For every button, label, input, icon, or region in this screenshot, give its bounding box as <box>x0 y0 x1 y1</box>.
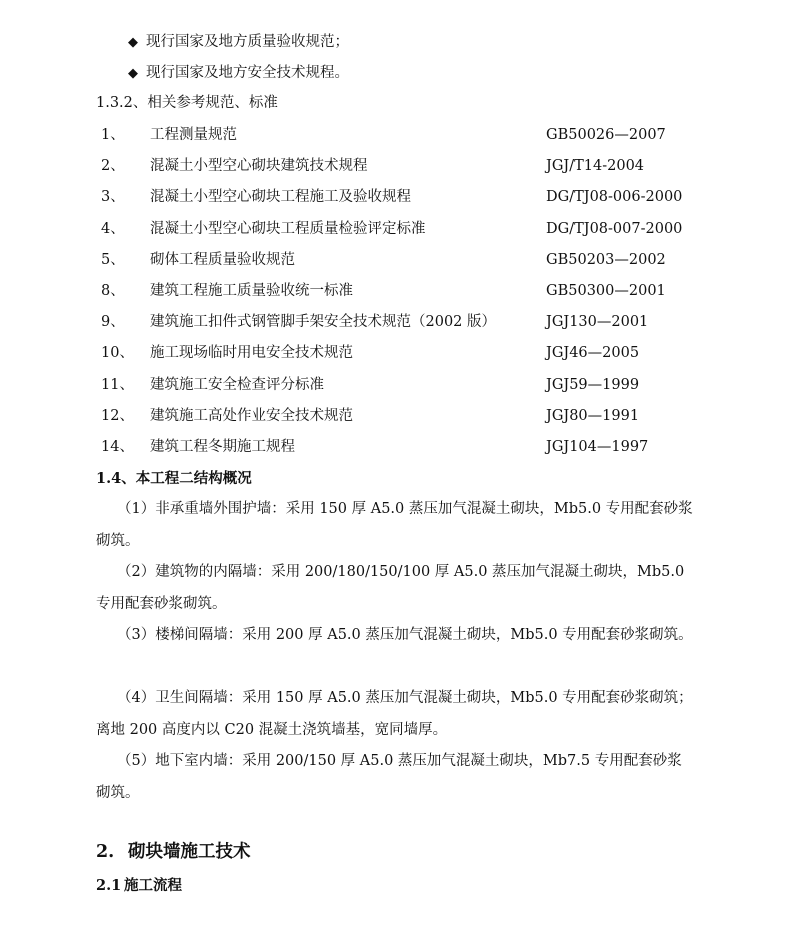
reference-code: JGJ104—1997 <box>546 439 649 455</box>
reference-number: 2、 <box>101 158 125 175</box>
paragraph-stair-wall: （3）楼梯间隔墙：采用 200 厚 A5.0 蒸压加气混凝土砌块，Mb5.0 专用配套砂浆砌筑。 <box>117 627 693 643</box>
reference-code: DG/TJ08-007-2000 <box>546 220 683 237</box>
chapter-heading <box>96 841 251 863</box>
reference-row <box>0 437 793 457</box>
chapter-number: 2. <box>96 842 115 862</box>
subsection-title: 1.3.2、相关参考规范、标准 <box>96 95 278 111</box>
section-number: 2.1 <box>96 877 122 894</box>
reference-number: 1、 <box>101 127 125 143</box>
reference-code: JGJ80—1991 <box>546 407 640 424</box>
reference-code: JGJ130—2001 <box>546 314 649 331</box>
reference-code: GB50203—2002 <box>546 251 666 268</box>
reference-number: 12、 <box>101 407 134 424</box>
reference-name: 建筑施工扣件式钢管脚手架安全技术规范（2002 版） <box>150 314 497 331</box>
paragraph-inner-wall: （2）建筑物的内隔墙：采用 200/180/150/100 厚 A5.0 蒸压加气混凝土砌块，Mb5.0 专用配套砂浆砌筑。 <box>96 564 685 612</box>
reference-number: 14、 <box>101 439 134 455</box>
diamond-bullet-icon: ◆ <box>128 66 138 81</box>
reference-row <box>0 250 793 270</box>
reference-name: 建筑施工高处作业安全技术规范 <box>150 407 353 424</box>
diamond-bullet-icon: ◆ <box>128 35 138 50</box>
reference-name: 建筑工程冬期施工规程 <box>150 439 295 455</box>
reference-row <box>0 281 793 301</box>
reference-name: 建筑工程施工质量验收统一标准 <box>150 283 353 299</box>
reference-code: GB50300—2001 <box>546 283 666 299</box>
section-title: 施工流程 <box>124 877 182 894</box>
paragraph-outer-wall: （1）非承重墙外围护墙：采用 150 厚 A5.0 蒸压加气混凝土砌块，Mb5.0 专用配套砂浆砌筑。 <box>96 501 693 549</box>
bullet-item <box>128 63 349 84</box>
reference-code: GB50026—2007 <box>546 127 666 143</box>
reference-row <box>0 187 793 207</box>
section-heading <box>96 876 182 896</box>
reference-name: 工程测量规范 <box>150 127 237 143</box>
reference-name: 砌体工程质量验收规范 <box>150 251 295 268</box>
reference-name: 混凝土小型空心砌块建筑技术规程 <box>150 158 368 175</box>
reference-number: 11、 <box>101 376 134 393</box>
reference-code: JGJ59—1999 <box>546 376 640 393</box>
reference-row <box>0 156 793 176</box>
section-title-1-4: 1.4、本工程二结构概况 <box>96 470 252 487</box>
reference-row <box>0 312 793 332</box>
reference-row <box>0 343 793 363</box>
reference-number: 9、 <box>101 314 125 331</box>
reference-name: 混凝土小型空心砌块工程施工及验收规程 <box>150 189 411 206</box>
reference-code: JGJ/T14-2004 <box>546 158 645 175</box>
reference-name: 建筑施工安全检查评分标准 <box>150 376 324 393</box>
reference-number: 5、 <box>101 251 125 268</box>
reference-name: 施工现场临时用电安全技术规范 <box>150 345 353 362</box>
reference-code: JGJ46—2005 <box>546 345 640 362</box>
bullet-item <box>128 32 349 53</box>
reference-name: 混凝土小型空心砌块工程质量检验评定标准 <box>150 220 426 237</box>
chapter-title: 砌块墙施工技术 <box>128 842 251 862</box>
bullet-text: 现行国家及地方安全技术规程。 <box>146 65 349 81</box>
bullet-text: 现行国家及地方质量验收规范； <box>146 34 349 50</box>
reference-number: 10、 <box>101 345 134 362</box>
reference-number: 4、 <box>101 220 125 237</box>
paragraph-bathroom-wall: （4）卫生间隔墙：采用 150 厚 A5.0 蒸压加气混凝土砌块，Mb5.0 专用配套砂浆砌筑；离地 200 高度内以 C20 混凝土浇筑墙基，宽同墙厚。 <box>96 690 693 738</box>
reference-row <box>0 406 793 426</box>
reference-row <box>0 219 793 239</box>
reference-row <box>0 375 793 395</box>
reference-number: 8、 <box>101 283 125 299</box>
paragraph-basement-wall: （5）地下室内墙：采用 200/150 厚 A5.0 蒸压加气混凝土砌块，Mb7.5 专用配套砂浆砌筑。 <box>96 753 682 801</box>
reference-code: DG/TJ08-006-2000 <box>546 189 683 206</box>
reference-row <box>0 125 793 145</box>
reference-number: 3、 <box>101 189 125 206</box>
